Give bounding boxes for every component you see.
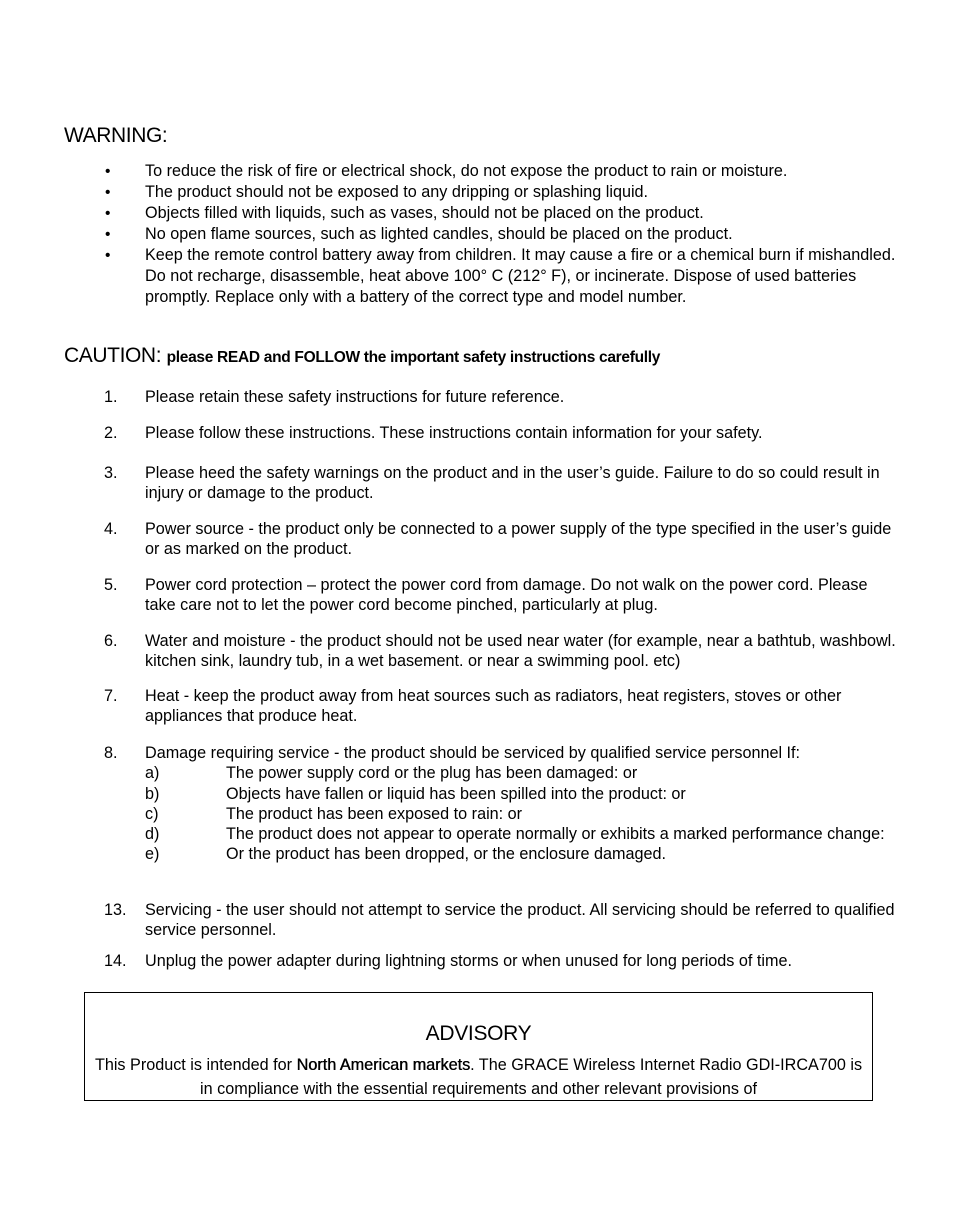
sub-item-label: a): [145, 764, 160, 783]
warning-item-text: The product should not be exposed to any dripping or splashing liquid.: [145, 183, 649, 201]
bullet-icon: •: [105, 226, 111, 243]
advisory-body-start: This Product is intended for: [94, 1056, 297, 1074]
warning-item-text: To reduce the risk of fire or electrical shock, do not expose the product to rain or moisture.: [145, 162, 788, 180]
caution-subheading: please READ and FOLLOW the important safety instructions carefully: [166, 349, 661, 366]
sub-item-label: c): [145, 804, 159, 823]
sub-item-text: The power supply cord or the plug has been damaged: or: [226, 764, 638, 783]
item-text: Unplug the power adapter during lightning storms or when unused for long periods of time.: [145, 952, 792, 970]
item-number: 3.: [104, 464, 118, 482]
item-number: 1.: [104, 388, 118, 406]
advisory-body-end: . The GRACE Wireless Internet Radio GDI-IRCA700 is in compliance with the essential requirements and other relevant provisions of: [200, 1056, 863, 1098]
caution-item: [0, 743, 954, 865]
warning-item: [0, 224, 954, 245]
item-text-line: Damage requiring service - the product should be serviced by qualified service personnel If:: [145, 744, 801, 762]
item-text: Servicing - the user should not attempt to service the product. All servicing should be referred to qualified service personnel.: [145, 901, 895, 940]
caution-item: [0, 387, 954, 407]
item-number: 7.: [104, 687, 118, 705]
sub-item: [145, 844, 897, 864]
caution-item: [0, 575, 954, 616]
sub-item-label: e): [145, 845, 160, 864]
sub-item-text: The product has been exposed to rain: or: [226, 804, 523, 823]
advisory-box: [84, 992, 873, 1101]
item-text: Power cord protection – protect the power cord from damage. Do not walk on the power cord. Please take care not to let the power cord become pinched, particularly at plug.: [145, 576, 868, 615]
advisory-body-highlight: North American markets: [296, 1056, 471, 1074]
sub-item-label: d): [145, 825, 160, 844]
warning-item-text: Objects filled with liquids, such as vases, should not be placed on the product.: [145, 204, 704, 222]
sub-item: [145, 804, 897, 824]
sub-item: [145, 824, 897, 844]
caution-title: CAUTION:: [64, 344, 162, 367]
sub-item: [145, 784, 897, 804]
caution-heading: [64, 344, 660, 368]
item-number: 14.: [104, 952, 127, 970]
caution-item: [0, 631, 954, 672]
caution-item: [0, 519, 954, 560]
item-number: 4.: [104, 520, 118, 538]
sub-item-text: Objects have fallen or liquid has been spilled into the product: or: [226, 784, 686, 803]
item-number: 6.: [104, 632, 118, 650]
sub-item-label: b): [145, 784, 160, 803]
advisory-title: ADVISORY: [425, 1022, 532, 1045]
item-text: Power source - the product only be connected to a power supply of the type specified in the user’s guide or as marked on the product.: [145, 520, 892, 559]
item-number: 2.: [104, 424, 118, 442]
caution-item: [0, 951, 954, 971]
item-text: Heat - keep the product away from heat sources such as radiators, heat registers, stoves or other appliances that produce heat.: [145, 687, 842, 726]
item-number: 5.: [104, 576, 118, 594]
bullet-icon: •: [105, 163, 111, 180]
warning-item-text: Keep the remote control battery away from children. It may cause a fire or a chemical burn if mishandled. Do not recharge, disassemble, heat above 100° C (212° F), or incinerate. Dispose of used batteries promptly. Replace only with a battery of the correct type and model number.: [145, 246, 896, 306]
advisory-body: [93, 1053, 864, 1101]
item-text: Please retain these safety instructions for future reference.: [145, 388, 565, 406]
warning-list: [0, 161, 954, 308]
warning-item: [0, 203, 954, 224]
warning-item: [0, 161, 954, 182]
item-number: 8.: [104, 744, 118, 762]
caution-item: [0, 423, 954, 443]
caution-item: [0, 900, 954, 941]
item-text: Please heed the safety warnings on the product and in the user’s guide. Failure to do so could result in injury or damage to the product.: [145, 464, 880, 503]
warning-item: [0, 182, 954, 203]
sub-item: [145, 763, 897, 783]
caution-item: [0, 463, 954, 504]
bullet-icon: •: [105, 247, 111, 264]
item-number: 13.: [104, 901, 127, 919]
item-text: [145, 743, 897, 865]
bullet-icon: •: [105, 184, 111, 201]
caution-item: [0, 686, 954, 727]
sub-item-text: The product does not appear to operate normally or exhibits a marked performance change:: [226, 825, 885, 844]
item-text: Water and moisture - the product should not be used near water (for example, near a bathtub, washbowl. kitchen sink, laundry tub, in a wet basement. or near a swimming pool. etc): [145, 632, 896, 671]
warning-item-text: No open flame sources, such as lighted candles, should be placed on the product.: [145, 225, 733, 243]
warning-item: [0, 245, 954, 308]
item-text: Please follow these instructions. These instructions contain information for your safety.: [145, 424, 763, 442]
sub-item-text: Or the product has been dropped, or the enclosure damaged.: [226, 845, 667, 864]
bullet-icon: •: [105, 205, 111, 222]
warning-heading: WARNING:: [64, 124, 168, 147]
